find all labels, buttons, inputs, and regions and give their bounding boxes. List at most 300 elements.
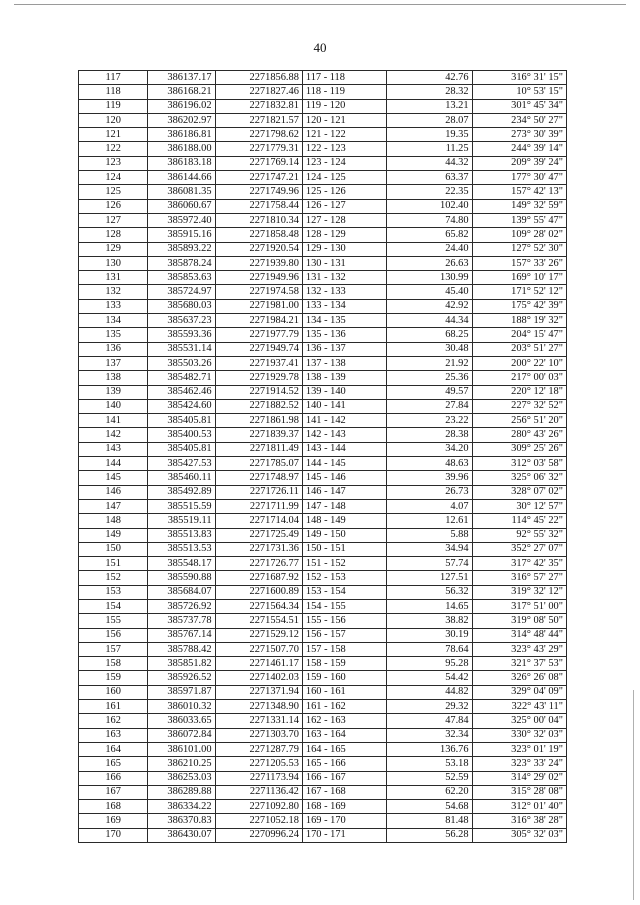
point-number-cell: 161: [79, 700, 148, 714]
segment-cell: 163 - 164: [302, 728, 386, 742]
y-coordinate-cell: 2271810.34: [215, 213, 302, 227]
direction-angle-cell: 316° 38' 28": [472, 814, 566, 828]
x-coordinate-cell: 385405.81: [148, 414, 215, 428]
table-row: [79, 528, 567, 542]
table-row: [79, 213, 567, 227]
x-coordinate-cell: 385788.42: [148, 642, 215, 656]
table-row: [79, 657, 567, 671]
table-row: [79, 457, 567, 471]
length-cell: 28.32: [387, 85, 472, 99]
length-cell: 78.64: [387, 642, 472, 656]
table-row: [79, 199, 567, 213]
point-number-cell: 127: [79, 213, 148, 227]
x-coordinate-cell: 385971.87: [148, 685, 215, 699]
segment-cell: 161 - 162: [302, 700, 386, 714]
y-coordinate-cell: 2271205.53: [215, 757, 302, 771]
direction-angle-cell: 314° 29' 02": [472, 771, 566, 785]
direction-angle-cell: 280° 43' 26": [472, 428, 566, 442]
length-cell: 62.20: [387, 785, 472, 799]
length-cell: 32.34: [387, 728, 472, 742]
direction-angle-cell: 319° 32' 12": [472, 585, 566, 599]
table-row: [79, 514, 567, 528]
y-coordinate-cell: 2271861.98: [215, 414, 302, 428]
table-row: [79, 256, 567, 270]
point-number-cell: 130: [79, 256, 148, 270]
point-number-cell: 159: [79, 671, 148, 685]
length-cell: 34.94: [387, 542, 472, 556]
direction-angle-cell: 204° 15' 47": [472, 328, 566, 342]
table-row: [79, 442, 567, 456]
table-row: [79, 314, 567, 328]
segment-cell: 134 - 135: [302, 314, 386, 328]
table-row: [79, 428, 567, 442]
point-number-cell: 118: [79, 85, 148, 99]
length-cell: 28.07: [387, 113, 472, 127]
table-row: [79, 228, 567, 242]
y-coordinate-cell: 2271348.90: [215, 700, 302, 714]
point-number-cell: 123: [79, 156, 148, 170]
top-rule: [14, 4, 626, 5]
table-row: [79, 399, 567, 413]
point-number-cell: 131: [79, 271, 148, 285]
segment-cell: 121 - 122: [302, 128, 386, 142]
point-number-cell: 165: [79, 757, 148, 771]
point-number-cell: 157: [79, 642, 148, 656]
y-coordinate-cell: 2271687.92: [215, 571, 302, 585]
table-row: [79, 642, 567, 656]
direction-angle-cell: 114° 45' 22": [472, 514, 566, 528]
point-number-cell: 163: [79, 728, 148, 742]
y-coordinate-cell: 2271331.14: [215, 714, 302, 728]
length-cell: 21.92: [387, 356, 472, 370]
table-row: [79, 328, 567, 342]
x-coordinate-cell: 385915.16: [148, 228, 215, 242]
segment-cell: 167 - 168: [302, 785, 386, 799]
segment-cell: 152 - 153: [302, 571, 386, 585]
length-cell: 42.76: [387, 71, 472, 85]
table-row: [79, 385, 567, 399]
point-number-cell: 168: [79, 800, 148, 814]
x-coordinate-cell: 385724.97: [148, 285, 215, 299]
direction-angle-cell: 312° 01' 40": [472, 800, 566, 814]
length-cell: 42.92: [387, 299, 472, 313]
point-number-cell: 150: [79, 542, 148, 556]
x-coordinate-cell: 385513.83: [148, 528, 215, 542]
x-coordinate-cell: 385972.40: [148, 213, 215, 227]
segment-cell: 120 - 121: [302, 113, 386, 127]
x-coordinate-cell: 385737.78: [148, 614, 215, 628]
segment-cell: 168 - 169: [302, 800, 386, 814]
table-row: [79, 828, 567, 842]
point-number-cell: 126: [79, 199, 148, 213]
length-cell: 45.40: [387, 285, 472, 299]
point-number-cell: 140: [79, 399, 148, 413]
table-row: [79, 299, 567, 313]
y-coordinate-cell: 2271839.37: [215, 428, 302, 442]
length-cell: 65.82: [387, 228, 472, 242]
x-coordinate-cell: 385513.53: [148, 542, 215, 556]
direction-angle-cell: 220° 12' 18": [472, 385, 566, 399]
x-coordinate-cell: 385400.53: [148, 428, 215, 442]
segment-cell: 157 - 158: [302, 642, 386, 656]
direction-angle-cell: 317° 51' 00": [472, 599, 566, 613]
table-row: [79, 485, 567, 499]
y-coordinate-cell: 2271173.94: [215, 771, 302, 785]
y-coordinate-cell: 2271052.18: [215, 814, 302, 828]
table-row: [79, 542, 567, 556]
x-coordinate-cell: 386137.17: [148, 71, 215, 85]
y-coordinate-cell: 2271287.79: [215, 742, 302, 756]
x-coordinate-cell: 385519.11: [148, 514, 215, 528]
y-coordinate-cell: 2271725.49: [215, 528, 302, 542]
direction-angle-cell: 314° 48' 44": [472, 628, 566, 642]
table-row: [79, 571, 567, 585]
segment-cell: 144 - 145: [302, 457, 386, 471]
y-coordinate-cell: 2271977.79: [215, 328, 302, 342]
x-coordinate-cell: 386168.21: [148, 85, 215, 99]
point-number-cell: 133: [79, 299, 148, 313]
x-coordinate-cell: 386370.83: [148, 814, 215, 828]
table-row: [79, 142, 567, 156]
x-coordinate-cell: 386183.18: [148, 156, 215, 170]
length-cell: 44.34: [387, 314, 472, 328]
table-row: [79, 714, 567, 728]
y-coordinate-cell: 2271726.77: [215, 557, 302, 571]
direction-angle-cell: 301° 45' 34": [472, 99, 566, 113]
segment-cell: 156 - 157: [302, 628, 386, 642]
point-number-cell: 139: [79, 385, 148, 399]
coordinates-table-body: [79, 71, 567, 843]
table-row: [79, 700, 567, 714]
x-coordinate-cell: 386010.32: [148, 700, 215, 714]
length-cell: 39.96: [387, 471, 472, 485]
segment-cell: 124 - 125: [302, 171, 386, 185]
segment-cell: 159 - 160: [302, 671, 386, 685]
point-number-cell: 137: [79, 356, 148, 370]
x-coordinate-cell: 386060.67: [148, 199, 215, 213]
table-row: [79, 628, 567, 642]
segment-cell: 143 - 144: [302, 442, 386, 456]
table-row: [79, 156, 567, 170]
direction-angle-cell: 309° 25' 26": [472, 442, 566, 456]
direction-angle-cell: 317° 42' 35": [472, 557, 566, 571]
point-number-cell: 144: [79, 457, 148, 471]
y-coordinate-cell: 2271939.80: [215, 256, 302, 270]
y-coordinate-cell: 2271949.74: [215, 342, 302, 356]
length-cell: 56.28: [387, 828, 472, 842]
length-cell: 23.22: [387, 414, 472, 428]
direction-angle-cell: 312° 03' 58": [472, 457, 566, 471]
point-number-cell: 129: [79, 242, 148, 256]
y-coordinate-cell: 2271303.70: [215, 728, 302, 742]
table-row: [79, 285, 567, 299]
coordinates-table: [78, 70, 567, 843]
table-row: [79, 99, 567, 113]
y-coordinate-cell: 2271529.12: [215, 628, 302, 642]
direction-angle-cell: 321° 37' 53": [472, 657, 566, 671]
length-cell: 28.38: [387, 428, 472, 442]
point-number-cell: 152: [79, 571, 148, 585]
length-cell: 136.76: [387, 742, 472, 756]
direction-angle-cell: 30° 12' 57": [472, 499, 566, 513]
segment-cell: 138 - 139: [302, 371, 386, 385]
x-coordinate-cell: 385503.26: [148, 356, 215, 370]
point-number-cell: 162: [79, 714, 148, 728]
point-number-cell: 170: [79, 828, 148, 842]
length-cell: 54.42: [387, 671, 472, 685]
y-coordinate-cell: 2271711.99: [215, 499, 302, 513]
length-cell: 57.74: [387, 557, 472, 571]
segment-cell: 142 - 143: [302, 428, 386, 442]
segment-cell: 140 - 141: [302, 399, 386, 413]
direction-angle-cell: 157° 42' 13": [472, 185, 566, 199]
point-number-cell: 122: [79, 142, 148, 156]
direction-angle-cell: 323° 33' 24": [472, 757, 566, 771]
point-number-cell: 132: [79, 285, 148, 299]
segment-cell: 155 - 156: [302, 614, 386, 628]
length-cell: 54.68: [387, 800, 472, 814]
direction-angle-cell: 352° 27' 07": [472, 542, 566, 556]
length-cell: 34.20: [387, 442, 472, 456]
scan-edge-line: [633, 690, 634, 900]
y-coordinate-cell: 2271748.97: [215, 471, 302, 485]
point-number-cell: 128: [79, 228, 148, 242]
table-row: [79, 71, 567, 85]
length-cell: 74.80: [387, 213, 472, 227]
direction-angle-cell: 209° 39' 24": [472, 156, 566, 170]
segment-cell: 126 - 127: [302, 199, 386, 213]
length-cell: 30.19: [387, 628, 472, 642]
point-number-cell: 156: [79, 628, 148, 642]
direction-angle-cell: 316° 31' 15": [472, 71, 566, 85]
length-cell: 12.61: [387, 514, 472, 528]
point-number-cell: 153: [79, 585, 148, 599]
point-number-cell: 138: [79, 371, 148, 385]
segment-cell: 148 - 149: [302, 514, 386, 528]
x-coordinate-cell: 386144.66: [148, 171, 215, 185]
x-coordinate-cell: 385424.60: [148, 399, 215, 413]
segment-cell: 141 - 142: [302, 414, 386, 428]
point-number-cell: 164: [79, 742, 148, 756]
segment-cell: 150 - 151: [302, 542, 386, 556]
table-row: [79, 614, 567, 628]
direction-angle-cell: 325° 06' 32": [472, 471, 566, 485]
y-coordinate-cell: 2271507.70: [215, 642, 302, 656]
segment-cell: 132 - 133: [302, 285, 386, 299]
x-coordinate-cell: 385878.24: [148, 256, 215, 270]
point-number-cell: 119: [79, 99, 148, 113]
point-number-cell: 134: [79, 314, 148, 328]
direction-angle-cell: 330° 32' 03": [472, 728, 566, 742]
x-coordinate-cell: 385726.92: [148, 599, 215, 613]
point-number-cell: 121: [79, 128, 148, 142]
y-coordinate-cell: 2271461.17: [215, 657, 302, 671]
length-cell: 63.37: [387, 171, 472, 185]
table-row: [79, 185, 567, 199]
direction-angle-cell: 322° 43' 11": [472, 700, 566, 714]
length-cell: 26.63: [387, 256, 472, 270]
direction-angle-cell: 329° 04' 09": [472, 685, 566, 699]
point-number-cell: 154: [79, 599, 148, 613]
y-coordinate-cell: 2271920.54: [215, 242, 302, 256]
segment-cell: 128 - 129: [302, 228, 386, 242]
x-coordinate-cell: 386186.81: [148, 128, 215, 142]
direction-angle-cell: 127° 52' 30": [472, 242, 566, 256]
table-row: [79, 785, 567, 799]
segment-cell: 149 - 150: [302, 528, 386, 542]
x-coordinate-cell: 385590.88: [148, 571, 215, 585]
point-number-cell: 125: [79, 185, 148, 199]
direction-angle-cell: 139° 55' 47": [472, 213, 566, 227]
length-cell: 11.25: [387, 142, 472, 156]
table-row: [79, 800, 567, 814]
segment-cell: 133 - 134: [302, 299, 386, 313]
point-number-cell: 141: [79, 414, 148, 428]
length-cell: 26.73: [387, 485, 472, 499]
y-coordinate-cell: 2271731.36: [215, 542, 302, 556]
page-number: 40: [313, 40, 327, 55]
segment-cell: 136 - 137: [302, 342, 386, 356]
point-number-cell: 145: [79, 471, 148, 485]
x-coordinate-cell: 386072.84: [148, 728, 215, 742]
x-coordinate-cell: 386210.25: [148, 757, 215, 771]
length-cell: 95.28: [387, 657, 472, 671]
direction-angle-cell: 325° 00' 04": [472, 714, 566, 728]
x-coordinate-cell: 385637.23: [148, 314, 215, 328]
table-row: [79, 113, 567, 127]
y-coordinate-cell: 2271726.11: [215, 485, 302, 499]
segment-cell: 130 - 131: [302, 256, 386, 270]
segment-cell: 169 - 170: [302, 814, 386, 828]
length-cell: 14.65: [387, 599, 472, 613]
direction-angle-cell: 217° 00' 03": [472, 371, 566, 385]
table-row: [79, 685, 567, 699]
length-cell: 27.84: [387, 399, 472, 413]
point-number-cell: 143: [79, 442, 148, 456]
point-number-cell: 136: [79, 342, 148, 356]
y-coordinate-cell: 2271714.04: [215, 514, 302, 528]
direction-angle-cell: 171° 52' 12": [472, 285, 566, 299]
x-coordinate-cell: 385460.11: [148, 471, 215, 485]
x-coordinate-cell: 386430.07: [148, 828, 215, 842]
segment-cell: 160 - 161: [302, 685, 386, 699]
length-cell: 38.82: [387, 614, 472, 628]
length-cell: 52.59: [387, 771, 472, 785]
direction-angle-cell: 256° 51' 20": [472, 414, 566, 428]
y-coordinate-cell: 2271564.34: [215, 599, 302, 613]
table-row: [79, 814, 567, 828]
y-coordinate-cell: 2271600.89: [215, 585, 302, 599]
y-coordinate-cell: 2271092.80: [215, 800, 302, 814]
segment-cell: 127 - 128: [302, 213, 386, 227]
x-coordinate-cell: 385684.07: [148, 585, 215, 599]
length-cell: 25.36: [387, 371, 472, 385]
y-coordinate-cell: 2271882.52: [215, 399, 302, 413]
x-coordinate-cell: 386081.35: [148, 185, 215, 199]
length-cell: 19.35: [387, 128, 472, 142]
y-coordinate-cell: 2271758.44: [215, 199, 302, 213]
direction-angle-cell: 273° 30' 39": [472, 128, 566, 142]
segment-cell: 139 - 140: [302, 385, 386, 399]
segment-cell: 170 - 171: [302, 828, 386, 842]
x-coordinate-cell: 386033.65: [148, 714, 215, 728]
x-coordinate-cell: 385893.22: [148, 242, 215, 256]
length-cell: 44.32: [387, 156, 472, 170]
x-coordinate-cell: 385548.17: [148, 557, 215, 571]
y-coordinate-cell: 2271779.31: [215, 142, 302, 156]
direction-angle-cell: 328° 07' 02": [472, 485, 566, 499]
segment-cell: 122 - 123: [302, 142, 386, 156]
direction-angle-cell: 315° 28' 08": [472, 785, 566, 799]
direction-angle-cell: 92° 55' 32": [472, 528, 566, 542]
length-cell: 56.32: [387, 585, 472, 599]
y-coordinate-cell: 2271402.03: [215, 671, 302, 685]
direction-angle-cell: 244° 39' 14": [472, 142, 566, 156]
point-number-cell: 142: [79, 428, 148, 442]
table-row: [79, 771, 567, 785]
x-coordinate-cell: 385531.14: [148, 342, 215, 356]
segment-cell: 154 - 155: [302, 599, 386, 613]
length-cell: 4.07: [387, 499, 472, 513]
direction-angle-cell: 234° 50' 27": [472, 113, 566, 127]
segment-cell: 117 - 118: [302, 71, 386, 85]
point-number-cell: 169: [79, 814, 148, 828]
y-coordinate-cell: 2271832.81: [215, 99, 302, 113]
length-cell: 68.25: [387, 328, 472, 342]
length-cell: 5.88: [387, 528, 472, 542]
table-row: [79, 471, 567, 485]
segment-cell: 162 - 163: [302, 714, 386, 728]
point-number-cell: 117: [79, 71, 148, 85]
y-coordinate-cell: 2271914.52: [215, 385, 302, 399]
direction-angle-cell: 175° 42' 39": [472, 299, 566, 313]
y-coordinate-cell: 2271785.07: [215, 457, 302, 471]
direction-angle-cell: 157° 33' 26": [472, 256, 566, 270]
direction-angle-cell: 203° 51' 27": [472, 342, 566, 356]
direction-angle-cell: 319° 08' 50": [472, 614, 566, 628]
x-coordinate-cell: 386188.00: [148, 142, 215, 156]
table-row: [79, 742, 567, 756]
length-cell: 127.51: [387, 571, 472, 585]
table-row: [79, 371, 567, 385]
x-coordinate-cell: 385482.71: [148, 371, 215, 385]
y-coordinate-cell: 2271749.96: [215, 185, 302, 199]
x-coordinate-cell: 385853.63: [148, 271, 215, 285]
point-number-cell: 166: [79, 771, 148, 785]
direction-angle-cell: 323° 01' 19": [472, 742, 566, 756]
point-number-cell: 158: [79, 657, 148, 671]
segment-cell: 137 - 138: [302, 356, 386, 370]
table-row: [79, 728, 567, 742]
length-cell: 22.35: [387, 185, 472, 199]
point-number-cell: 151: [79, 557, 148, 571]
x-coordinate-cell: 386196.02: [148, 99, 215, 113]
length-cell: 24.40: [387, 242, 472, 256]
x-coordinate-cell: 385593.36: [148, 328, 215, 342]
table-row: [79, 585, 567, 599]
y-coordinate-cell: 2271827.46: [215, 85, 302, 99]
table-row: [79, 671, 567, 685]
table-row: [79, 271, 567, 285]
direction-angle-cell: 188° 19' 32": [472, 314, 566, 328]
length-cell: 48.63: [387, 457, 472, 471]
direction-angle-cell: 200° 22' 10": [472, 356, 566, 370]
x-coordinate-cell: 385767.14: [148, 628, 215, 642]
x-coordinate-cell: 385926.52: [148, 671, 215, 685]
point-number-cell: 146: [79, 485, 148, 499]
table-row: [79, 242, 567, 256]
length-cell: 81.48: [387, 814, 472, 828]
